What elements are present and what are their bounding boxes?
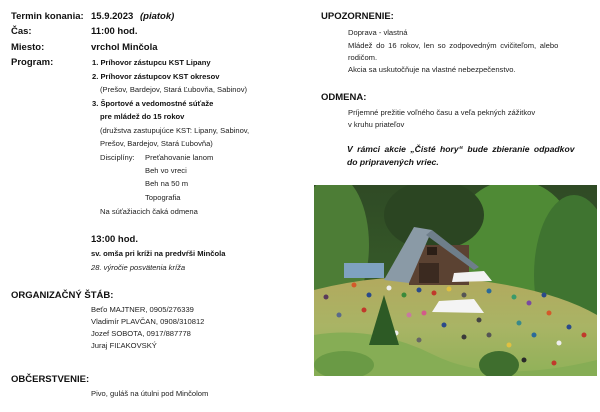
discipline-item: Beh vo vreci bbox=[145, 166, 187, 175]
warning-item: Mládež do 16 rokov, len so zodpovedným cvičiteľom, alebo bbox=[348, 41, 559, 50]
reward-heading: ODMENA: bbox=[321, 92, 367, 103]
discipline-item: Topografia bbox=[145, 193, 181, 202]
program-item-1: 1. Príhovor zástupcu KST Lipany bbox=[92, 58, 211, 67]
program-item-2-sub: (Prešov, Bardejov, Stará Ľubovňa, Sabinov) bbox=[100, 85, 248, 94]
staff-member: Beťo MAJTNER, 0905/276339 bbox=[91, 305, 194, 314]
place-value: vrchol Minčola bbox=[91, 42, 158, 53]
discipline-item: Preťahovanie lanom bbox=[145, 153, 214, 162]
mass-time: 13:00 hod. bbox=[91, 234, 138, 245]
date-label: Termin konania: bbox=[11, 11, 84, 22]
refreshment-heading: OBČERSTVENIE: bbox=[11, 374, 90, 385]
time-label: Čas: bbox=[11, 26, 32, 37]
discipline-item: Beh na 50 m bbox=[145, 179, 189, 188]
program-item-3-sub2: Prešov, Bardejov, Stará Ľubovňa) bbox=[100, 139, 213, 148]
staff-member: Vladimír PLAVČAN, 0908/310812 bbox=[91, 317, 205, 326]
program-item-3-sub1: (družstva zastupujúce KST: Lipany, Sabinov, bbox=[100, 126, 250, 135]
disciplines-label: Disciplíny: bbox=[100, 153, 135, 162]
warning-item: Doprava - vlastná bbox=[348, 28, 408, 37]
mass-note: 28. výročie posvätenia kríža bbox=[91, 263, 186, 272]
mass-text: sv. omša pri kríži na predvŕši Minčola bbox=[91, 249, 226, 258]
program-label: Program: bbox=[11, 57, 54, 68]
clean-mountains-note: do pripravených vriec. bbox=[347, 157, 439, 167]
program-item-3-line2: pre mládež do 15 rokov bbox=[100, 112, 185, 121]
time-value: 11:00 hod. bbox=[91, 26, 138, 37]
staff-member: Jozef SOBOTA, 0917/887778 bbox=[91, 329, 191, 338]
refreshment-text: Pivo, guláš na útulni pod Minčolom bbox=[91, 389, 209, 398]
warning-item: rodičom. bbox=[348, 53, 378, 62]
event-photo bbox=[314, 185, 597, 376]
banner bbox=[344, 263, 384, 278]
clean-mountains-note: V rámci akcie „Čisté hory“ bude zbieranie odpadkov bbox=[347, 144, 575, 154]
reward-line: v kruhu priateľov bbox=[348, 120, 405, 129]
warning-item: Akcia sa uskutočňuje na vlastné nebezpečenstvo. bbox=[348, 65, 516, 74]
program-item-2: 2. Príhovor zástupcov KST okresov bbox=[92, 72, 220, 81]
warning-heading: UPOZORNENIE: bbox=[321, 11, 394, 22]
reward-line: Príjemné prežitie voľného času a veľa pekných zážitkov bbox=[348, 108, 536, 117]
program-item-3: 3. Športové a vedomostné súťaže bbox=[92, 99, 214, 108]
date-value: 15.9.2023 bbox=[91, 11, 134, 22]
place-label: Miesto: bbox=[11, 42, 45, 53]
reward-note: Na súťažiacich čaká odmena bbox=[100, 207, 198, 216]
date-day: (piatok) bbox=[140, 11, 175, 22]
staff-member: Juraj FIĽAKOVSKÝ bbox=[91, 341, 157, 350]
staff-heading: ORGANIZAČNÝ ŠTÁB: bbox=[11, 290, 114, 301]
